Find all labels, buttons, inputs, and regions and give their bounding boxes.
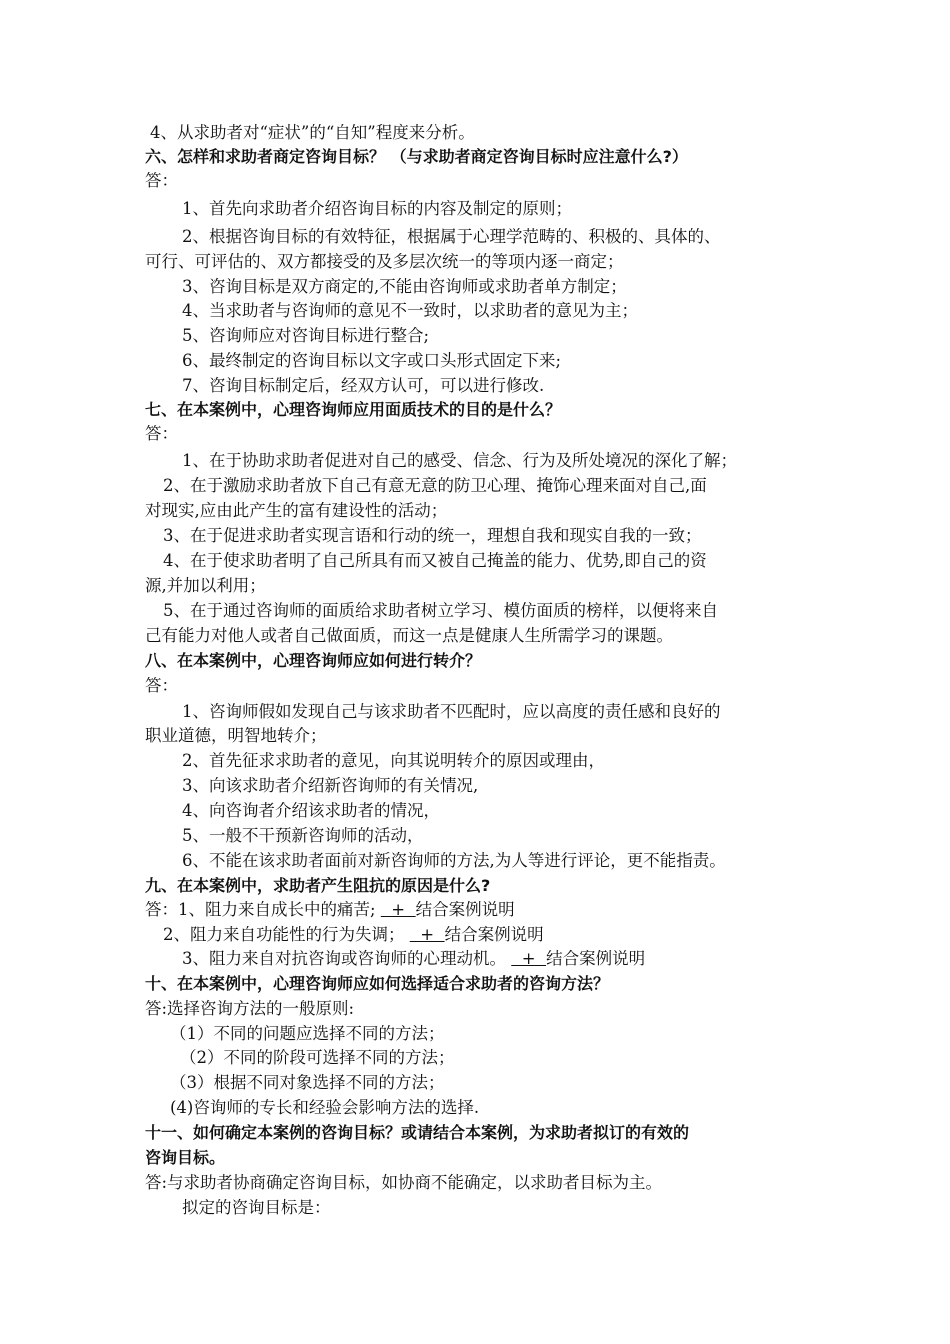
- section-heading-10: 十、在本案例中，心理咨询师应如何选择适合求助者的咨询方法？: [145, 974, 610, 993]
- text-line: 对现实,应由此产生的富有建设性的活动；: [145, 501, 448, 520]
- text-line: （3）根据不同对象选择不同的方法；: [170, 1073, 445, 1092]
- text-line: 职业道德，明智地转介；: [145, 726, 327, 745]
- text-line: （1）不同的问题应选择不同的方法；: [170, 1024, 445, 1043]
- text-line: 1、咨询师假如发现自己与该求助者不匹配时，应以高度的责任感和良好的: [182, 702, 721, 721]
- line-text: 3、阻力来自对抗咨询或咨询师的心理动机。: [182, 949, 506, 968]
- section-heading-9: 九、在本案例中，求助者产生阻抗的原因是什么?: [145, 876, 491, 895]
- text-line: （2）不同的阶段可选择不同的方法；: [180, 1048, 455, 1067]
- text-line: 1、首先向求助者介绍咨询目标的内容及制定的原则；: [182, 199, 572, 218]
- text-line: 2、首先征求求助者的意见，向其说明转介的原因或理由，: [182, 751, 605, 770]
- answer-label: 答：: [145, 171, 178, 190]
- text-line: 4、在于使求助者明了自己所具有而又被自己掩盖的能力、优势,即自己的资: [163, 551, 707, 570]
- text-line: [182, 947, 645, 971]
- text-line: 己有能力对他人或者自己做面质，而这一点是健康人生所需学习的课题。: [145, 626, 673, 645]
- answer-label: 答：: [145, 676, 178, 695]
- text-line: 6、不能在该求助者面前对新咨询师的方法,为人等进行评论，更不能指责。: [182, 851, 726, 870]
- text-line: 7、咨询目标制定后，经双方认可，可以进行修改.: [182, 376, 545, 395]
- text-line: 4、向咨询者介绍该求助者的情况，: [182, 801, 440, 820]
- blank-suffix: 结合案例说明: [444, 925, 544, 944]
- blank-suffix: 结合案例说明: [546, 949, 646, 968]
- text-line: 4、从求助者对“症状”的“自知”程度来分析。: [150, 123, 475, 142]
- section-heading-11-cont: 咨询目标。: [145, 1148, 226, 1167]
- section-heading-8: 八、在本案例中，心理咨询师应如何进行转介？: [145, 651, 482, 670]
- fill-blank: +: [511, 949, 547, 968]
- text-line: [145, 898, 515, 922]
- section-heading-7: 七、在本案例中，心理咨询师应用面质技术的目的是什么？: [145, 400, 562, 419]
- text-line: 6、最终制定的咨询目标以文字或口头形式固定下来;: [182, 351, 562, 370]
- text-line: (4)咨询师的专长和经验会影响方法的选择.: [170, 1098, 480, 1117]
- text-line: 可行、可评估的、双方都接受的及多层次统一的等项内逐一商定；: [145, 252, 624, 271]
- text-line: 4、当求助者与咨询师的意见不一致时，以求助者的意见为主；: [182, 301, 638, 320]
- text-line: 3、咨询目标是双方商定的,不能由咨询师或求助者单方制定；: [182, 277, 627, 296]
- fill-blank: +: [380, 900, 416, 919]
- line-text: 答：1、阻力来自成长中的痛苦;: [145, 900, 376, 919]
- text-line: 2、根据咨询目标的有效特征，根据属于心理学范畴的、积极的、具体的、: [182, 227, 721, 246]
- answer-label: 答：: [145, 424, 178, 443]
- section-heading-6: 六、怎样和求助者商定咨询目标？ （与求助者商定咨询目标时应注意什么?）: [145, 147, 688, 166]
- section-heading-11: 十一、如何确定本案例的咨询目标？或请结合本案例，为求助者拟订的有效的: [145, 1123, 690, 1142]
- fill-blank: +: [409, 925, 445, 944]
- text-line: 5、一般不干预新咨询师的活动，: [182, 826, 424, 845]
- text-line: [163, 923, 544, 947]
- line-text: 2、阻力来自功能性的行为失调；: [163, 925, 405, 944]
- text-line: 3、在于促进求助者实现言语和行动的统一，理想自我和现实自我的一致；: [163, 526, 702, 545]
- text-line: 拟定的咨询目标是：: [182, 1198, 331, 1217]
- text-line: 答:与求助者协商确定咨询目标，如协商不能确定，以求助者目标为主。: [145, 1173, 663, 1192]
- text-line: 5、咨询师应对咨询目标进行整合;: [182, 326, 430, 345]
- text-line: 2、在于激励求助者放下自己有意无意的防卫心理、掩饰心理来面对自己,面: [163, 476, 707, 495]
- text-line: 源,并加以利用；: [145, 576, 266, 595]
- text-line: 答:选择咨询方法的一般原则:: [145, 999, 355, 1018]
- text-line: 1、在于协助求助者促进对自己的感受、信念、行为及所处境况的深化了解；: [182, 451, 737, 470]
- text-line: 3、向该求助者介绍新咨询师的有关情况,: [182, 776, 479, 795]
- text-line: 5、在于通过咨询师的面质给求助者树立学习、模仿面质的榜样，以便将来自: [163, 601, 718, 620]
- blank-suffix: 结合案例说明: [415, 900, 515, 919]
